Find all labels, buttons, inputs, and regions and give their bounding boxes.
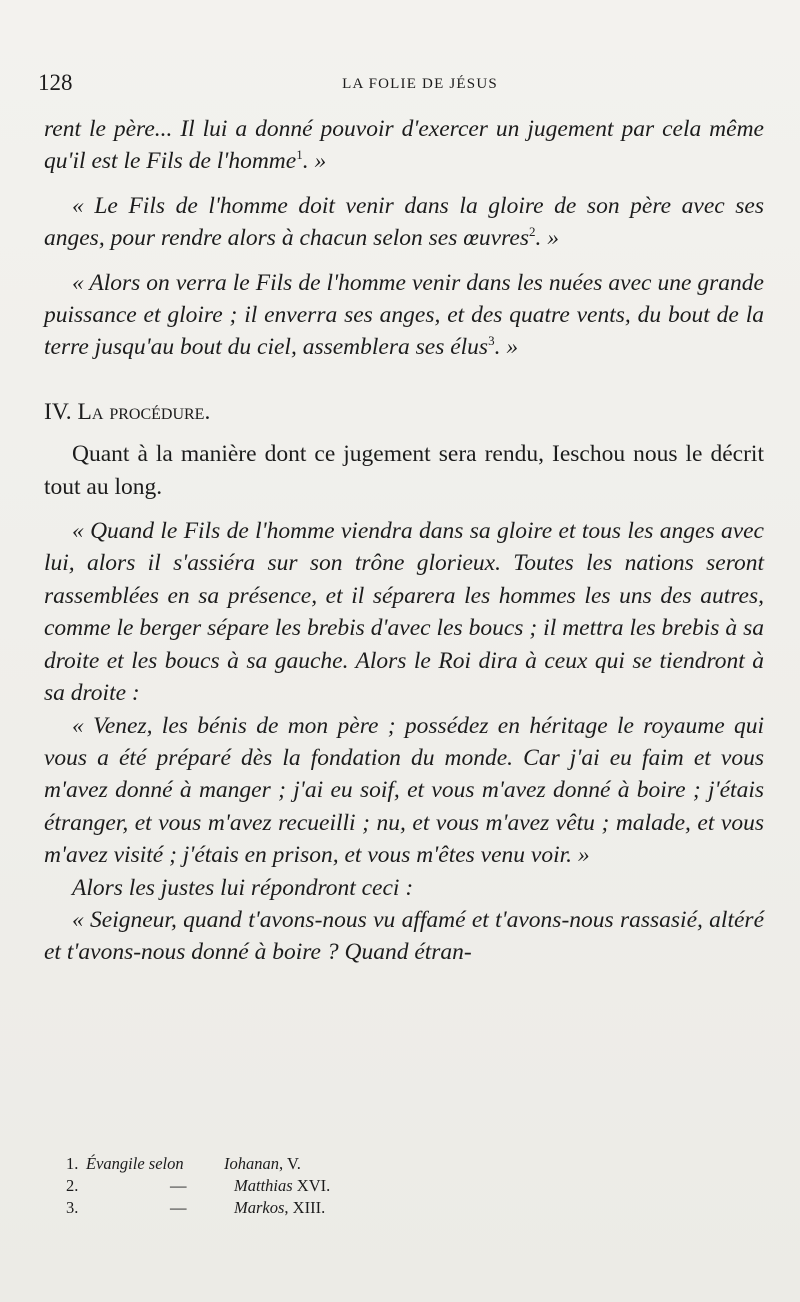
paragraph-blessed-quote: « Venez, les bénis de mon père ; possédez en héritage le royaume qui vous a été préparé dès la fondation du monde. Car j'ai eu faim et vous m'avez donné à manger ; j'ai eu soif, et vous m'avez donné à boire ; j'étais étranger, et vous m'avez recueilli ; nu, et vous m'avez vêtu ; malade, et vous m'avez visité ; j'étais en prison, et vous m'êtes venu voir. » (44, 712, 764, 869)
page-body (44, 113, 764, 969)
paragraph-quote-clouds: « Alors on verra le Fils de l'homme venir dans les nuées avec une grande puissance et gloire ; il enverra ses anges, et des quatre vents, du bout de la terre jusqu'au bout du ciel, assemblera ses élus$^3$. » (44, 269, 764, 361)
section-number: IV. (44, 398, 72, 425)
paragraph-intro: Quant à la manière dont ce jugement sera rendu, Ieschou nous le décrit tout au long. (44, 441, 764, 500)
section-heading (44, 396, 764, 428)
footnote-ref-2: 2 (528, 224, 536, 240)
footnote-ref-3: 3 (488, 333, 495, 349)
paragraph-continuation: rent le père... Il lui a donné pouvoir d'exercer un jugement par cela même qu'il est le Fils de l'homme$^1$. » (44, 116, 764, 175)
paragraph-quote-glory: « Le Fils de l'homme doit venir dans la gloire de son père avec ses anges, pour rendre alors à chacun selon ses œuvres$^2$. » (44, 192, 764, 252)
section-title: La procédure. (77, 398, 211, 425)
footnote-1: 1. Évangile selon Iohanan, V. (66, 1154, 301, 1173)
footnote-ref-1: 1 (296, 147, 303, 163)
footnote-2: 2. — Matthias XVI. (66, 1176, 331, 1195)
paragraph-judgment-quote: « Quand le Fils de l'homme viendra dans sa gloire et tous les anges avec lui, alors il s'assiéra sur son trône glorieux. Toutes les nations seront rassemblées en sa présence, et il séparera les hommes les uns des autres, comme le berger sépare les brebis d'avec les boucs ; il mettra les brebis à sa droite et les boucs à sa gauche. Alors le Roi dira à ceux qui se tiendront à sa droite : (44, 518, 764, 707)
footnote-3: 3. — Markos, XIII. (66, 1198, 326, 1217)
page-number: 128 (38, 70, 73, 95)
paragraph-righteous-answer: Alors les justes lui répondront ceci : (72, 874, 414, 901)
footnotes (66, 1153, 626, 1219)
running-title: LA FOLIE DE JÉSUS (342, 76, 498, 92)
running-head (38, 70, 762, 100)
paragraph-lord-question: « Seigneur, quand t'avons-nous vu affamé et t'avons-nous rassasié, altéré et t'avons-nous donné à boire ? Quand étran- (44, 906, 764, 966)
